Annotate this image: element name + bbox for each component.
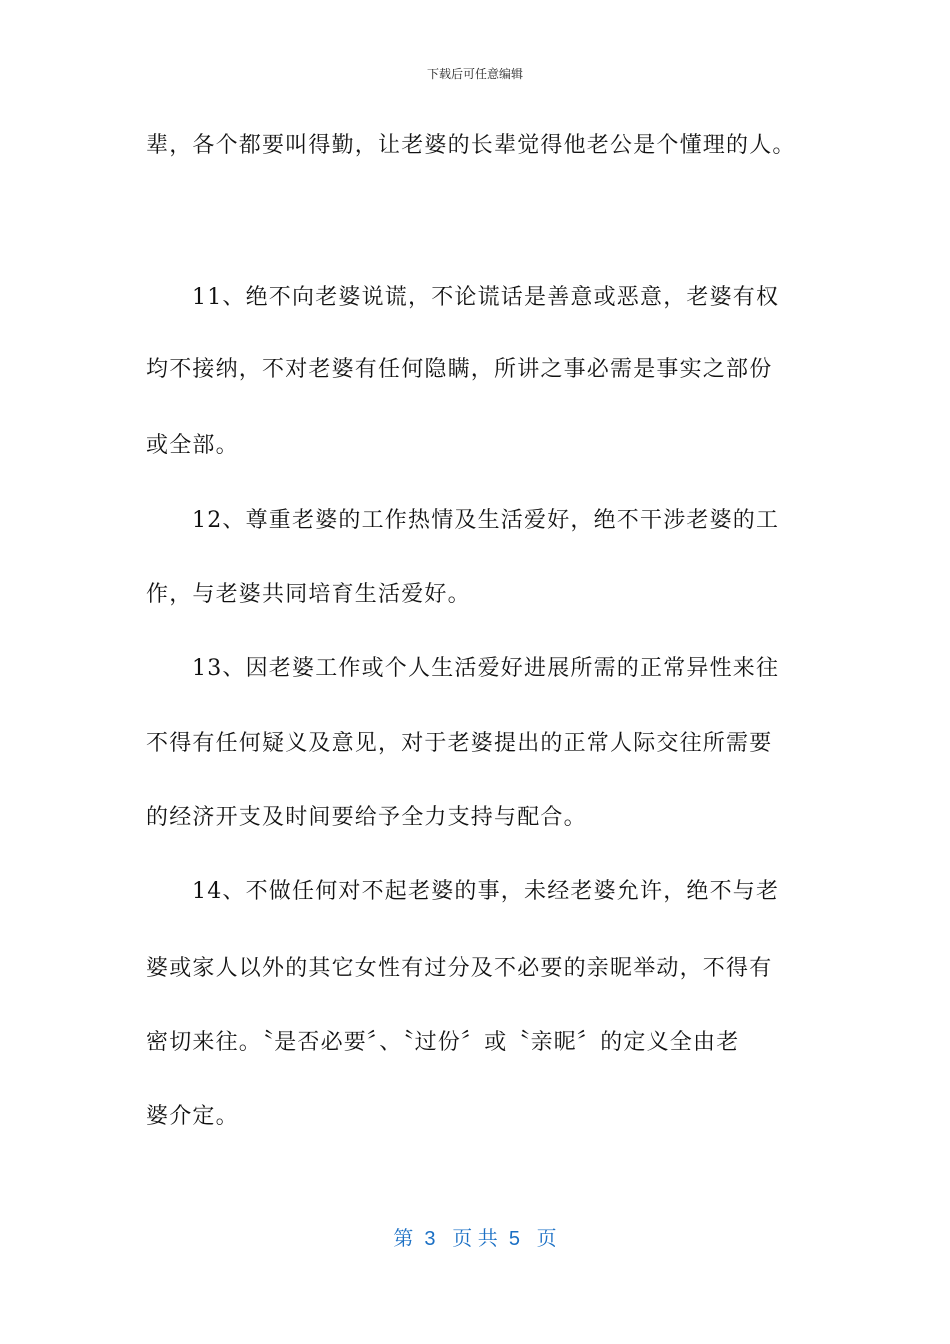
paragraph-line: 婆介定。 <box>146 1104 239 1129</box>
paragraph-line: 作，与老婆共同培育生活爱好。 <box>146 582 471 607</box>
paragraph-line: 11、绝不向老婆说谎，不论谎话是善意或恶意，老婆有权 <box>192 285 780 310</box>
paragraph-line: 的经济开支及时间要给予全力支持与配合。 <box>146 805 587 830</box>
paragraph-line: 12、尊重老婆的工作热情及生活爱好，绝不干涉老婆的工 <box>192 508 780 533</box>
paragraph-line: 均不接纳，不对老婆有任何隐瞒，所讲之事必需是事实之部份 <box>146 357 773 382</box>
paragraph-line: 或全部。 <box>146 433 239 458</box>
paragraph-line: 密切来往。〝是否必要〞、〝过份〞或〝亲昵〞的定义全由老 <box>146 1030 740 1055</box>
paragraph-line: 辈，各个都要叫得勤，让老婆的长辈觉得他老公是个懂理的人。 <box>146 133 796 158</box>
paragraph-line: 14、不做任何对不起老婆的事，未经老婆允许，绝不与老 <box>192 879 780 904</box>
page-number: 第 3 页 共 5 页 <box>393 1228 557 1250</box>
paragraph-line: 婆或家人以外的其它女性有过分及不必要的亲昵举动，不得有 <box>146 956 773 981</box>
paragraph-line: 13、因老婆工作或个人生活爱好进展所需的正常异性来往 <box>192 656 780 681</box>
page-header: 下载后可任意编辑 <box>426 67 523 81</box>
paragraph-line: 不得有任何疑义及意见，对于老婆提出的正常人际交往所需要 <box>146 731 773 756</box>
